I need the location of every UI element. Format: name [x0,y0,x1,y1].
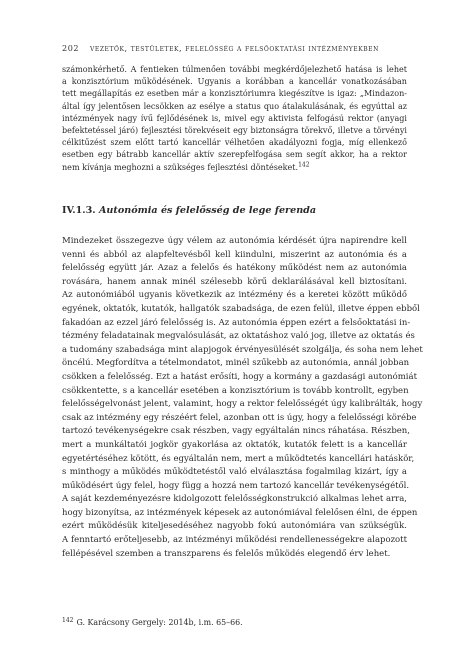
section-title: Autonómia és felelősség de lege ferenda [98,205,317,216]
text-line: a tudomány szabadsága mint alapjogok érvényesülését szolgálja, és soha nem lehet [62,344,423,355]
text-line: venni és abból az alapfeltevésből kell kiindulni, miszerint az autonómia és a [62,249,407,260]
text-line: számonkérhető. A fentieken túlmenően további megkérdőjelezhető hatása is lehet [62,65,407,74]
footnote-reference[interactable]: 142 [298,160,310,168]
footnote-text: G. Karácsony Gergely: 2014b, i.m. 65–66. [76,618,243,627]
text-line: tartozó tevékenységekre csak részben, vagy egyáltalán nincs ráhatása. Részben, [62,426,410,437]
text-line: nem kívánja meghozni a szükséges fejlesztési döntéseket. [62,162,299,172]
text-line: ezért működésük kiteljesedéséhez nagyobb fokú autonómiára van szükségük. [62,521,407,532]
text-line: fellépésével szemben a transzparens és felelős működés elegendő érv lehet. [62,548,391,559]
text-line: A fenntartó erőteljesebb, az intézményi működési rendellenességekre alapozott [62,535,407,546]
section-number: IV.1.3. [62,205,96,216]
text-line: tézmény feladatainak megvalósulását, az oktatáshoz való jog, illetve az oktatás és [62,331,415,342]
text-line: csökken a felelősség. Ezt a hatást erősíti, hogy a kormány a gazdasági autonómiát [62,371,418,382]
paragraph-main [62,235,423,561]
footnote-number: 142 [62,617,74,624]
text-line: rovására, hanem annak minél szélesebb körű deklarálásával kell biztosítani. [62,276,407,287]
text-line: felelősség együtt jár. Azaz a felelős és hatékony működést nem az autonómia [62,263,407,274]
text-line: csak az intézmény egy részéért felel, azonban ott is úgy, hogy a felelősségi körébe [62,412,417,423]
running-title: vezetők, testületek, felelősség a felsőoktatási intézményekben [90,43,379,53]
page-number: 202 [62,43,80,53]
text-line: s minthogy a működés működtetéstől való elválasztása fogalmilag kizárt, így a [62,467,407,478]
paragraph-continued [62,64,407,174]
footnote [62,618,243,627]
text-line: A saját kezdeményezésre kidolgozott felelősségkonstrukció alkalmas lehet arra, [62,494,407,505]
section-heading [62,205,316,216]
text-line: tett megállapítás ez esetben már a konzisztóriumra kiegészítve is igaz: „Mindazon- [62,89,407,99]
text-line: egyetértéséhez kötött, és egyáltalán nem, mert a működtetés kancellári hatáskör, [62,453,415,464]
text-line: célkitűzést szem előtt tartó kancellár vélhetően akadályozni fogja, míg ellenkező [62,138,407,148]
text-line: öncélú. Megfordítva a tételmondatot, minél szűkebb az autonómia, annál jobban [62,358,410,369]
text-line: Az autonómiából ugyanis következik az intézmény és a keretei között működő [62,290,407,301]
text-line: a konzisztórium működésének. Ugyanis a korábban a kancellár vonatkozásában [62,77,407,87]
text-line: mert a munkáltatói jogkör gyakorlása az oktatók, kutatók felett is a kancellár [62,439,407,450]
running-header [62,43,408,57]
text-line: intézmények nagy ívű fejlődésének is, mivel egy aktivista felfogású rektor (anyagi [62,113,407,123]
text-line: működésért úgy felel, hogy függ a hozzá nem tartozó kancellár tevékenységétől. [62,480,410,491]
text-line: felelősségelvonást jelent, valamint, hogy a rektor felelősségét úgy kalibrálták, hogy [62,399,423,410]
text-line: befektetéssel járó) fejlesztési törekvéseit egy biztonságra törekvő, illetve a törvényi [62,125,407,135]
text-line: egyének, oktatók, kutatók, hallgatók szabadsága, de ezen felül, illetve éppen ebből [62,303,420,314]
text-line: fakadóan az ezzel járó felelősség is. Az autonómia éppen ezért a felsőoktatási in- [62,317,411,328]
text-line: esetben egy bátrabb kancellár aktív szerepfelfogása sem segít akkor, ha a rektor [62,150,407,160]
text-line: Mindezeket összegezve úgy vélem az autonómia kérdését újra napirendre kell [62,236,407,246]
text-line-last [62,162,407,174]
text-line: által így jelentősen lecsökken az esélye a status quo átalakulásának, és egyúttal az [62,101,407,111]
text-line: csökkentette, s a kancellár esetében a konzisztórium is tovább kontrollt, egyben [62,385,409,396]
text-line: hogy bizonyítsa, az intézmények képesek az autonómiával felelősen élni, de éppen [62,507,418,518]
